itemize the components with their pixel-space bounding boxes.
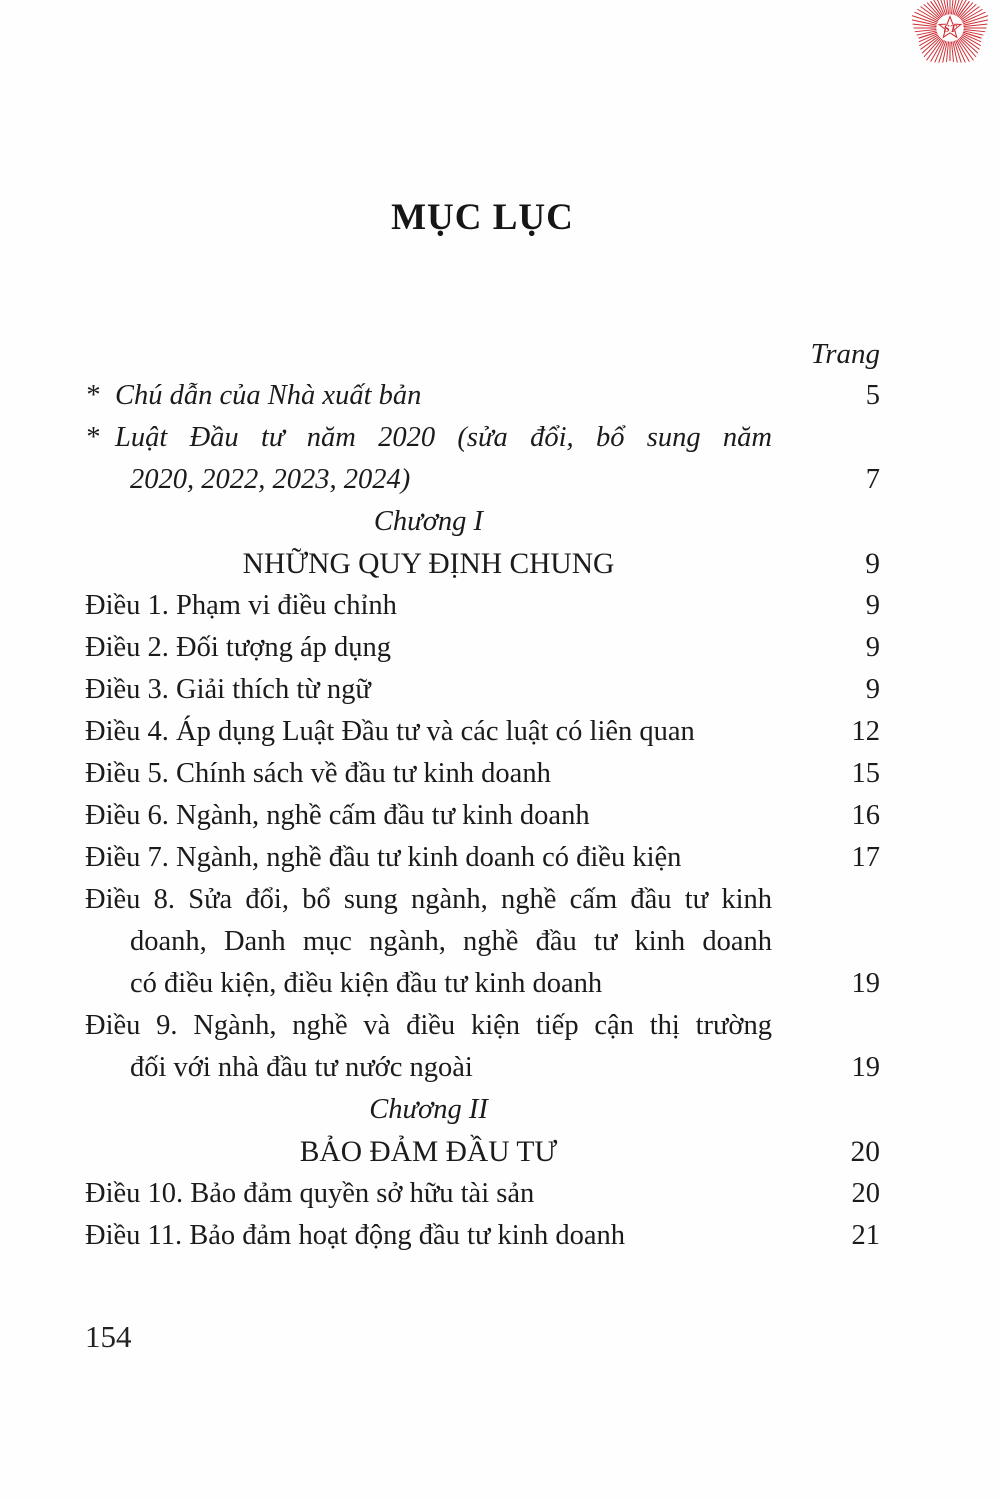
toc-entry-line: NHỮNG QUY ĐỊNH CHUNG	[242, 548, 615, 580]
toc-entry	[85, 837, 880, 879]
entry-page-number: 17	[851, 842, 880, 873]
toc-entry-line: đối với nhà đầu tư nước ngoài	[130, 1052, 473, 1083]
toc-entry	[85, 879, 880, 1005]
entry-title	[85, 753, 772, 795]
entry-title	[85, 417, 772, 501]
toc-entry-line: có điều kiện, điều kiện đầu tư kinh doanh	[130, 968, 603, 999]
toc-entry-line: Chú dẫn của Nhà xuất bản	[115, 380, 422, 411]
toc-entry-line: Điều 5. Chính sách về đầu tư kinh doanh	[85, 758, 551, 789]
toc-entry	[85, 543, 880, 585]
entry-title	[85, 1131, 772, 1173]
publisher-starburst-icon	[906, 0, 994, 72]
toc-entry	[85, 711, 880, 753]
toc-entry-line: Chương II	[369, 1094, 488, 1125]
toc-entry	[85, 795, 880, 837]
entry-page-number: 21	[851, 1220, 880, 1251]
entry-title	[85, 501, 772, 543]
table-of-contents	[85, 375, 880, 1257]
entry-title	[85, 837, 772, 879]
toc-entry	[85, 1215, 880, 1257]
toc-entry-line: Điều 2. Đối tượng áp dụng	[85, 632, 391, 663]
toc-entry-line: Chương I	[373, 506, 484, 537]
page-title: MỤC LỤC	[391, 197, 574, 238]
entry-marker: *	[85, 422, 100, 453]
entry-title	[85, 711, 772, 753]
toc-entry	[85, 753, 880, 795]
logo-monogram: ST	[943, 22, 957, 35]
entry-page-number: 16	[851, 800, 880, 831]
toc-entry	[85, 1005, 880, 1089]
entry-marker: *	[85, 380, 100, 411]
toc-entry-line: Điều 6. Ngành, nghề cấm đầu tư kinh doanh	[85, 800, 590, 831]
entry-page-number: 15	[851, 758, 880, 789]
toc-entry-line: Điều 9. Ngành, nghề và điều kiện tiếp cận thị trường	[85, 1010, 772, 1041]
entry-title	[85, 375, 772, 417]
entry-title	[85, 1089, 772, 1131]
entry-page-number: 9	[865, 590, 880, 621]
entry-title	[85, 1215, 772, 1257]
toc-entry-line: Điều 8. Sửa đổi, bổ sung ngành, nghề cấm đầu tư kinh	[85, 884, 772, 915]
entry-title	[85, 669, 772, 711]
entry-page-number: 9	[865, 548, 880, 580]
entry-page-number: 19	[851, 968, 880, 999]
footer-page-number: 154	[85, 1319, 132, 1354]
entry-title	[85, 543, 772, 585]
entry-title	[85, 585, 772, 627]
publisher-logo	[906, 0, 994, 72]
entry-title	[85, 1005, 772, 1089]
toc-entry	[85, 669, 880, 711]
toc-entry-line: BẢO ĐẢM ĐẦU TƯ	[299, 1136, 558, 1168]
toc-entry-line: doanh, Danh mục ngành, nghề đầu tư kinh doanh	[130, 926, 772, 957]
toc-entry	[85, 1089, 880, 1131]
toc-entry	[85, 585, 880, 627]
entry-page-number: 19	[851, 1052, 880, 1083]
toc-entry-line: Luật Đầu tư năm 2020 (sửa đổi, bổ sung năm	[115, 422, 772, 453]
toc-entry-line: 2020, 2022, 2023, 2024)	[130, 464, 411, 495]
toc-entry-line: Điều 4. Áp dụng Luật Đầu tư và các luật có liên quan	[85, 716, 695, 747]
toc-entry-line: Điều 1. Phạm vi điều chỉnh	[85, 590, 397, 621]
page-column-header: Trang	[810, 338, 880, 370]
entry-page-number: 12	[851, 716, 880, 747]
toc-entry-line: Điều 11. Bảo đảm hoạt động đầu tư kinh doanh	[85, 1220, 625, 1251]
toc-entry-line: Điều 7. Ngành, nghề đầu tư kinh doanh có điều kiện	[85, 842, 682, 873]
toc-entry	[85, 1173, 880, 1215]
entry-page-number: 20	[850, 1136, 880, 1168]
entry-page-number: 20	[851, 1178, 880, 1209]
entry-title	[85, 1173, 772, 1215]
toc-entry	[85, 375, 880, 417]
entry-title	[85, 627, 772, 669]
toc-entry-line: Điều 10. Bảo đảm quyền sở hữu tài sản	[85, 1178, 535, 1209]
entry-page-number: 5	[865, 380, 880, 411]
entry-title	[85, 795, 772, 837]
toc-entry-line: Điều 3. Giải thích từ ngữ	[85, 674, 371, 705]
toc-entry	[85, 1131, 880, 1173]
toc-entry	[85, 417, 880, 501]
entry-page-number: 7	[865, 464, 880, 495]
entry-page-number: 9	[865, 674, 880, 705]
entry-title	[85, 879, 772, 1005]
entry-page-number: 9	[865, 632, 880, 663]
toc-entry	[85, 501, 880, 543]
toc-entry	[85, 627, 880, 669]
